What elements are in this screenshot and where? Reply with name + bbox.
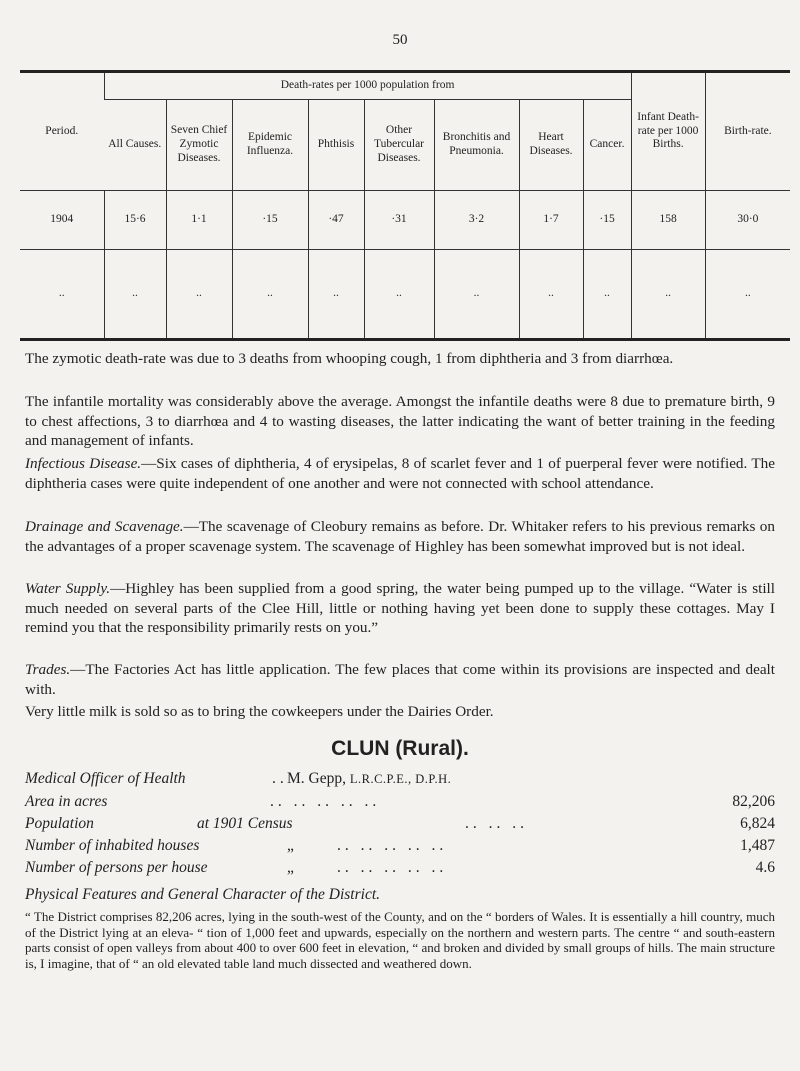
infectious-disease-paragraph (25, 454, 775, 493)
table-cell: 3·2 (434, 191, 519, 250)
paragraph-heading: Water Supply. (25, 580, 111, 597)
page-number: 50 (392, 32, 408, 48)
area-label: Area in acres (25, 793, 108, 810)
period-header: Period. (20, 72, 104, 191)
water-supply-paragraph (25, 579, 775, 638)
houses-value: 1,487 (740, 837, 775, 854)
table-cell: ·31 (364, 191, 434, 250)
table-cell: 1·7 (519, 191, 583, 250)
persons-value: 4.6 (755, 859, 775, 876)
death-rates-group-header: Death-rates per 1000 population from (104, 72, 631, 100)
paragraph-text: —Six cases of diphtheria, 4 of erysipelas, 8 of scarlet fever and 1 of puerperal fever were notified. The diphtheria cases were quite independent of one another and were not connected with school attendance. (25, 455, 775, 492)
table-cell: ·15 (583, 191, 631, 250)
table-cell: 1·1 (166, 191, 232, 250)
col-bronchitis: Bronchitis and Pneumonia. (434, 100, 519, 191)
infant-mortality-paragraph (25, 392, 775, 451)
table-cell: .. (519, 250, 583, 340)
paragraph-text: The infantile mortality was considerably above the average. Amongst the infantile deaths were 8 due to premature birth, 9 to chest affections, 3 to diarrhœa and 4 to wasting diseases, the latter indicating the want of better training in the feeding and management of infants. (25, 393, 775, 449)
persons-row (25, 859, 775, 879)
table-cell: 15·6 (104, 191, 166, 250)
table-cell: .. (20, 250, 104, 340)
table-cell: .. (104, 250, 166, 340)
table-cell: .. (631, 250, 705, 340)
col-all-causes: All Causes. (104, 100, 166, 191)
col-zymotic: Seven Chief Zymotic Diseases. (166, 100, 232, 191)
table-cell: 1904 (20, 191, 104, 250)
ditto-mark: „ (287, 837, 294, 854)
table-cell: .. (705, 250, 790, 340)
paragraph-heading: Infectious Disease. (25, 455, 142, 472)
table-cell: .. (583, 250, 631, 340)
officer-name-text: M. Gepp, (287, 770, 346, 787)
infant-death-rate-header: Infant Death-rate per 1000 Births. (631, 72, 705, 191)
col-influenza: Epidemic Influenza. (232, 100, 308, 191)
paragraph-text: —The scavenage of Cleobury remains as before. Dr. Whitaker refers to his previous remarks on the advantages of a proper scavenage system. The scavenage of Highley has been somewhat improved but is not ideal. (25, 518, 775, 555)
leader-dots: .. .. .. .. .. (337, 859, 448, 876)
area-value: 82,206 (732, 793, 775, 810)
officer-label: Medical Officer of Health (25, 770, 186, 787)
population-census: at 1901 Census (197, 815, 293, 832)
table-cell: ·15 (232, 191, 308, 250)
population-row (25, 815, 775, 835)
leader-dots: .. (272, 770, 288, 787)
table-row (20, 250, 790, 340)
houses-label: Number of inhabited houses (25, 837, 200, 854)
table-cell: ·47 (308, 191, 364, 250)
table-row (20, 191, 790, 250)
death-rates-table (20, 70, 790, 341)
table-cell: .. (364, 250, 434, 340)
drainage-paragraph (25, 517, 775, 556)
paragraph-text: —The Factories Act has little application. The few places that come within its provisions are inspected and dealt with. (25, 661, 775, 698)
section-title: CLUN (Rural). (331, 737, 469, 760)
officer-qualifications: L.R.C.P.E., D.P.H. (349, 772, 452, 786)
milk-paragraph (25, 702, 775, 722)
features-heading-row (25, 886, 625, 906)
area-row (25, 793, 775, 813)
table-cell: .. (232, 250, 308, 340)
zymotic-paragraph (25, 349, 775, 369)
col-other-tubercular: Other Tubercular Diseases. (364, 100, 434, 191)
population-value: 6,824 (740, 815, 775, 832)
features-heading: Physical Features and General Character of the District. (25, 886, 381, 903)
col-phthisis: Phthisis (308, 100, 364, 191)
paragraph-text: The zymotic death-rate was due to 3 deaths from whooping cough, 1 from diphtheria and 3 from diarrhœa. (25, 350, 674, 367)
paragraph-text: Very little milk is sold so as to bring the cowkeepers under the Dairies Order. (25, 703, 494, 720)
trades-paragraph (25, 660, 775, 699)
table-cell: .. (434, 250, 519, 340)
table-cell: 30·0 (705, 191, 790, 250)
leader-dots: .. .. .. .. .. (337, 837, 448, 854)
ditto-mark: „ (287, 859, 294, 876)
paragraph-text: —Highley has been supplied from a good spring, the water being pumped up to the village. “Water is still much needed on several parts of the Clee Hill, little or nothing having yet been done to supply these cottages. May I remind you that the responsibility primarily rests on you.” (25, 580, 775, 636)
birth-rate-header: Birth-rate. (705, 72, 790, 191)
table-cell: .. (166, 250, 232, 340)
features-quote: “ The District comprises 82,206 acres, lying in the south-west of the County, and on the “ borders of Wales. It is essentially a hill country, much of the District lying at an eleva- “ tion of 1,000 feet and upwards, especially on the northern and western parts. The centre “ and south-eastern parts consist of open valleys from about 400 to over 600 feet in elevation, “ and broken and divided by small groups of hills. The main structure is, I imagine, that of “ an old elevated table land much dissected and weathered down. (25, 909, 775, 971)
persons-label: Number of persons per house (25, 859, 208, 876)
officer-name (287, 770, 451, 788)
table-cell: .. (308, 250, 364, 340)
population-label: Population (25, 815, 94, 832)
table-cell: 158 (631, 191, 705, 250)
col-heart: Heart Diseases. (519, 100, 583, 191)
paragraph-heading: Drainage and Scavenage. (25, 518, 184, 535)
col-cancer: Cancer. (583, 100, 631, 191)
houses-row (25, 837, 775, 857)
leader-dots: .. .. .. .. .. (270, 793, 381, 810)
paragraph-heading: Trades. (25, 661, 71, 678)
leader-dots: .. .. .. (465, 815, 528, 832)
